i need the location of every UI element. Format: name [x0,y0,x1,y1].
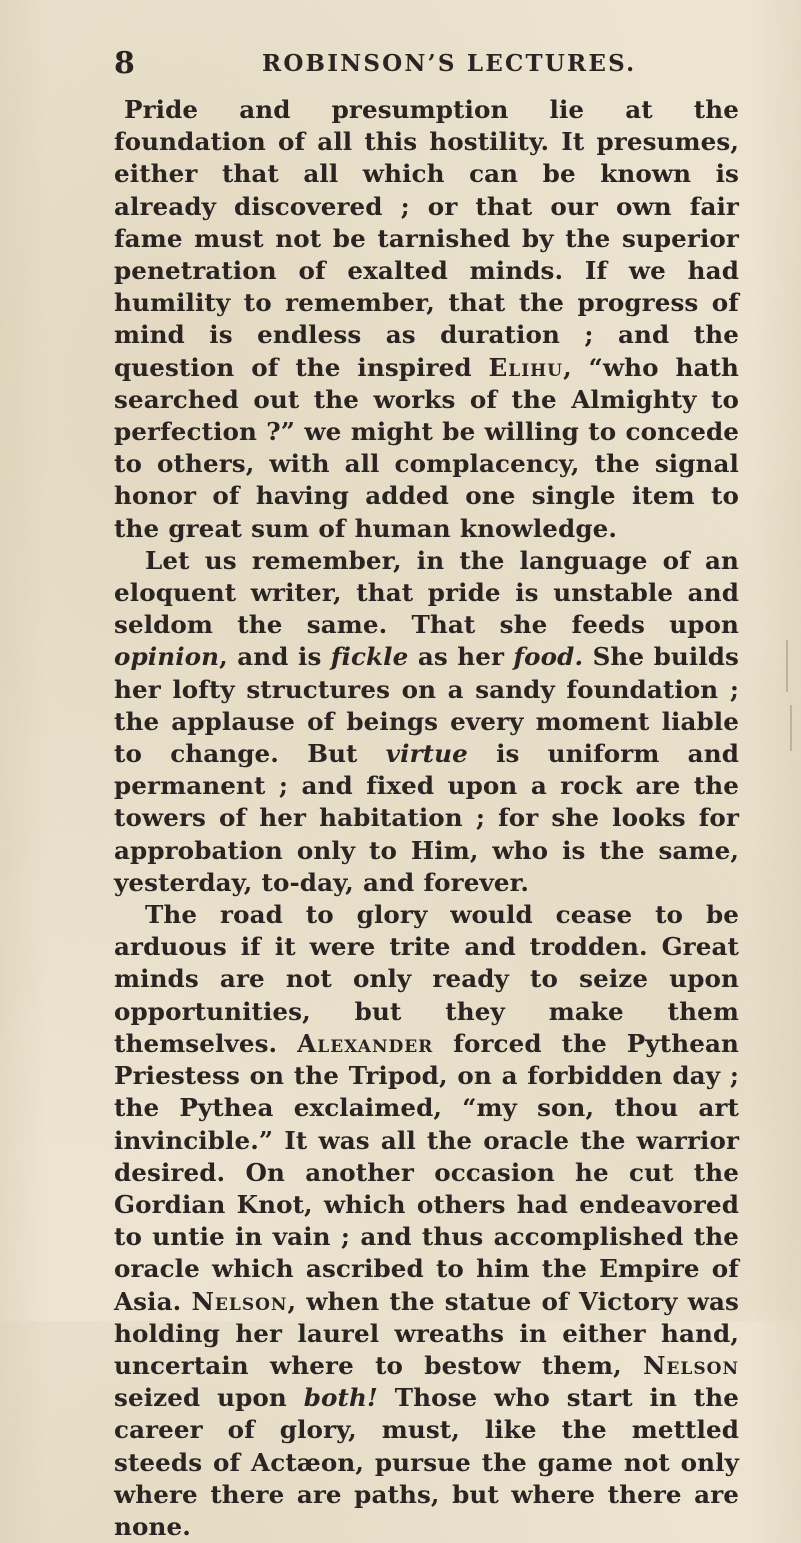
page-number: 8 [114,46,135,81]
text-run: The road to glory would cease to be arduous if it were trite and trodden. Great minds are not only ready to seize upon opportunities, but they make them themselves. [114,900,739,1058]
small-caps-name: Alexander [297,1028,434,1058]
text-run: Those who start in the career of glory, must, like the mettled steeds of Actæon, pursue the game not only where there are paths, but where there are none. [114,1383,739,1541]
paragraph-1 [114,94,739,545]
paragraph-3 [114,899,739,1543]
page-edge-mark [786,640,788,692]
small-caps-name: Nelson [642,1350,739,1380]
body-text [114,94,739,1543]
text-run: seized upon [114,1383,304,1413]
text-run: , “who hath searched out the works of the Almighty to perfection ?” we might be willing to concede to others, with all complacency, the signal honor of having added one single item to the great sum of human knowledge. [114,352,739,543]
running-title: ROBINSON’S LECTURES. [262,50,637,77]
text-run: , and is [219,642,331,672]
paragraph-2 [114,545,739,899]
running-head [114,44,734,84]
italic-word: both! [303,1383,378,1413]
italic-word: virtue [385,739,468,769]
text-run: as her [408,642,514,672]
text-run: Let us remember, in the language of an eloquent writer, that pride is unstable and seldom the same. That she feeds upon [114,545,739,640]
small-caps-name: Elihu [488,352,564,382]
italic-word: fickle [330,642,409,672]
text-run: Pride and presumption lie at the foundation of all this hostility. It presumes, either that all which can be known is already discovered ; or that our own fair fame must not be tarnished by the superior penetration of exalted minds. If we had humility to remember, that the progress of mind is endless as duration ; and the question of the inspired [114,95,739,382]
italic-word: food. [513,642,584,672]
small-caps-name: Nelson [191,1286,288,1316]
text-run: , when the statue of Victory was holding her laurel wreaths in either hand, uncertain where to bestow them, [114,1286,739,1380]
page-edge-mark [790,705,792,751]
text-run: She builds her lofty structures on a sandy foundation ; the applause of beings every moment liable to change. But [114,642,739,769]
italic-word: opinion [114,642,220,672]
text-run: forced the Pythean Priestess on the Tripod, on a forbidden day ; the Pythea exclaimed, “my son, thou art invincible.” It was all the oracle the warrior desired. On another occasion he cut the Gordian Knot, which others had endeavored to untie in vain ; and thus accomplished the oracle which ascribed to him the Empire of Asia. [114,1028,739,1316]
text-run: is uniform and permanent ; and fixed upon a rock are the towers of her habitation ; for she looks for approbation only to Him, who is the same, yesterday, to-day, and forever. [114,739,739,897]
